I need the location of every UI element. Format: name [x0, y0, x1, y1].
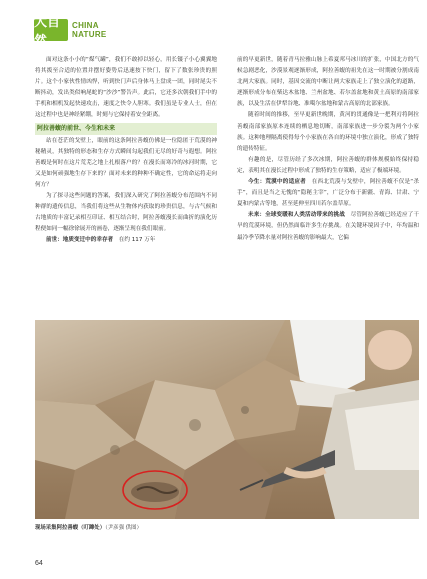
paragraph-left-2: 为了探寻这些问题的答案，我们深入研究了阿拉善蝮分布范围内不同种群的遗传信息，当我们将这些从生物体内获取的珍贵信息，与古气候和古地质的丰富记录相互印证、相互结合时，阿拉善蝮漫长而曲折的演化历程便如同一幅徐徐展开的画卷，逐渐呈现在我们眼前。 [35, 193, 217, 233]
paragraph-left-3-text: 在约 117 万年 [118, 237, 156, 244]
paragraph-right-3: 有趣的是，尽管历经了多次冰期，阿拉善蝮的群体规模始终保持稳定，表明其在漫长过程中形成了独特的生存策略，适应了极端环境。 [237, 156, 419, 174]
section-subheading: 阿拉善蝮的前世、今生和未来 [35, 123, 217, 135]
paragraph-intro: 面对这条小小的“煤气罐”，我们不敢掉以轻心，用长镊子小心翼翼地将其拨至合适的位置并摆好姿势后迅速按下快门，留下了数张珍贵的照片。这个小家伙性情凶悍，听到快门声后身体马上盘成一团，同时尾尖不断抖动，发出类似响尾蛇的“沙沙”警告声。此后，它还多次朝我们手中的手机和相机发起快速攻击，速度之快令人胆寒。我们虽是专业人士，但在这过程中也是神经紧绷，时刻与它保持着安全距离。 [35, 57, 217, 119]
caption-title: 现场采集阿拉善蝮（叮蹿处） [35, 525, 106, 531]
right-column [237, 55, 419, 244]
paragraph-left-1: 站在苍茫的戈壁上，眼前的这条阿拉善蝮仿佛是一位隐匿于荒漠的神秘精灵，其独特的形态和生存方式瞬间勾起我们无尽的好奇与遐想。阿拉善蝮是何时在这片荒芜之地上扎根落户的？在漫长而寒冷的冰河时期，它又是如何顽强地生存下来的？面对未来的种种不确定性，它的命运将走向何方？ [35, 137, 217, 188]
lead-past: 前世：地质变迁中的幸存者 [46, 237, 114, 244]
left-column [35, 55, 217, 247]
field-photo-illustration [35, 320, 419, 519]
logo-line-2: NATURE [72, 30, 107, 39]
field-photo [35, 320, 419, 519]
paragraph-right-5-text: 尽管阿拉善蝮已经适应了干旱的荒漠环境，但仍然面临许多生存挑战。在关键环境因子中，年均温和最冷季节降水量对阿拉善蝮的影响最大，它偏 [237, 212, 419, 241]
paragraph-right-1: 前的早更新世，随着青马拉雅山脉上希夏邦马冰川的扩张，中国北方的气候急剧恶化，沙漠景观逐渐形成，阿拉善蝮的祖先在这一时期被分割成南北两大家族。同时，基因交流的中断让两大家族走上了独立演化的道路，逐渐形成分布在柴达木盆地、兰州盆地、若尔盖盆地和黄土高原的南部家族，以及生活在伊犁谷地、准噶尔盆地和蒙古高原的北部家族。 [237, 57, 419, 108]
page-number: 64 [35, 560, 43, 567]
magazine-logo [34, 15, 107, 49]
paragraph-left-3 [35, 235, 217, 246]
logo-mark: 大自然 [34, 19, 68, 41]
photo-caption [35, 523, 142, 531]
logo-line-1: CHINA [72, 21, 99, 30]
lead-present: 今生：荒漠中的适应者 [248, 179, 306, 186]
logo-text [72, 21, 107, 39]
paragraph-right-5 [237, 210, 419, 243]
paragraph-right-2: 随着时间的推移，至早更新世晚期，黄河的贯通像是一把利刃将阿拉善蝮南部家族原本连续的栖息地切断，南部家族进一步分裂为两个小家族。这种地理隔离使得每个小家族在各自的环境中独立演化，形成了独特的遗传特征。 [237, 112, 419, 152]
paragraph-right-4-text: 在西北荒漠与戈壁中，阿拉善蝮不仅是“杀手”，而且是当之无愧的“隐秘主宰”，广泛分布于新疆、青海、甘肃、宁夏和内蒙古等地，甚至延伸至四川若尔盖草原。 [237, 179, 419, 208]
paragraph-right-4 [237, 177, 419, 210]
caption-credit: （尹彦强 供图） [105, 525, 142, 531]
lead-future: 未来：全球变暖和人类活动带来的挑战 [248, 212, 345, 219]
